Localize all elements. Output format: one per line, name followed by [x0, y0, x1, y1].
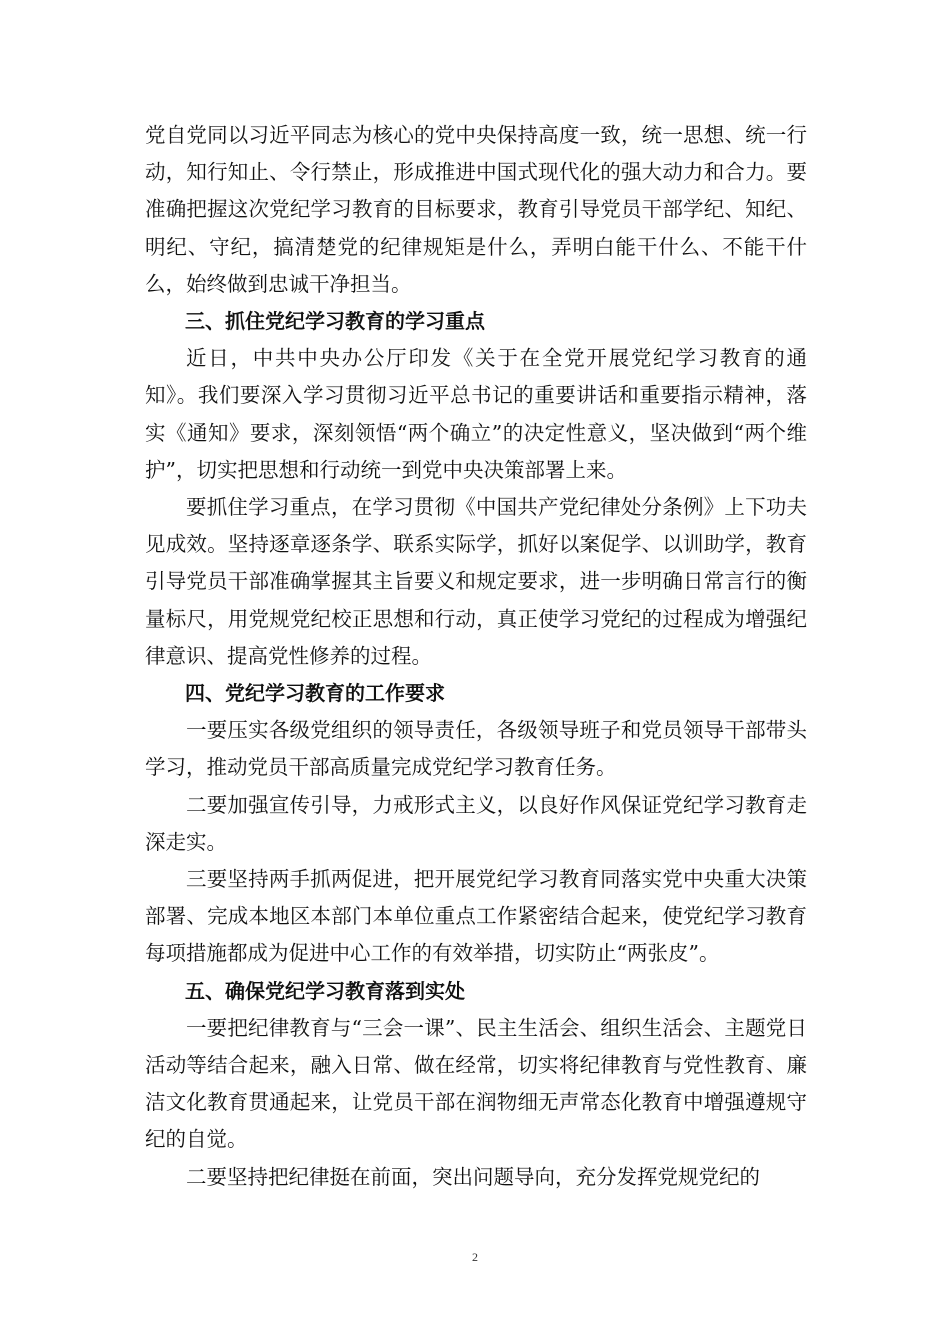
body-paragraph: 要抓住学习重点，在学习贯彻《中国共产党纪律处分条例》上下功夫见成效。坚持逐章逐条学、联系实际学，抓好以案促学、以训助学，教育引导党员干部准确掌握其主旨要义和规定要求，进一步明确日常言行的衡量标尺，用党规党纪校正思想和行动，真正使学习党纪的过程成为增强纪律意识、提高党性修养的过程。 — [145, 495, 807, 668]
body-paragraph: 二要坚持把纪律挺在前面，突出问题导向，充分发挥党规党纪的 — [186, 1164, 760, 1189]
section-heading: 四、党纪学习教育的工作要求 — [185, 681, 445, 706]
body-paragraph: 近日，中共中央办公厅印发《关于在全党开展党纪学习教育的通知》。我们要深入学习贯彻习近平总书记的重要讲话和重要指示精神，落实《通知》要求，深刻领悟“两个确立”的决定性意义，坚决做到“两个维护”，切实把思想和行动统一到党中央决策部署上来。 — [145, 346, 807, 482]
body-paragraph: 三要坚持两手抓两促进，把开展党纪学习教育同落实党中央重大决策部署、完成本地区本部门本单位重点工作紧密结合起来，使党纪学习教育每项措施都成为促进中心工作的有效举措，切实防止“两张皮”。 — [145, 867, 807, 966]
section-heading: 五、确保党纪学习教育落到实处 — [185, 978, 465, 1003]
body-paragraph: 一要把纪律教育与“三会一课”、民主生活会、组织生活会、主题党日活动等结合起来，融入日常、做在经常，切实将纪律教育与党性教育、廉洁文化教育贯通起来，让党员干部在润物细无声常态化教育中增强遵规守纪的自觉。 — [145, 1015, 807, 1152]
document-body — [145, 117, 807, 1196]
body-paragraph: 二要加强宣传引导，力戒形式主义，以良好作风保证党纪学习教育走深走实。 — [145, 792, 807, 854]
page-number: 2 — [472, 1250, 478, 1264]
body-paragraph: 党自党同以习近平同志为核心的党中央保持高度一致，统一思想、统一行动，知行知止、令行禁止，形成推进中国式现代化的强大动力和合力。要准确把握这次党纪学习教育的目标要求，教育引导党员干部学纪、知纪、明纪、守纪，搞清楚党的纪律规矩是什么，弄明白能干什么、不能干什么，始终做到忠诚干净担当。 — [145, 123, 807, 296]
body-paragraph: 一要压实各级党组织的领导责任，各级领导班子和党员领导干部带头学习，推动党员干部高质量完成党纪学习教育任务。 — [145, 718, 807, 780]
section-heading: 三、抓住党纪学习教育的学习重点 — [185, 309, 485, 334]
